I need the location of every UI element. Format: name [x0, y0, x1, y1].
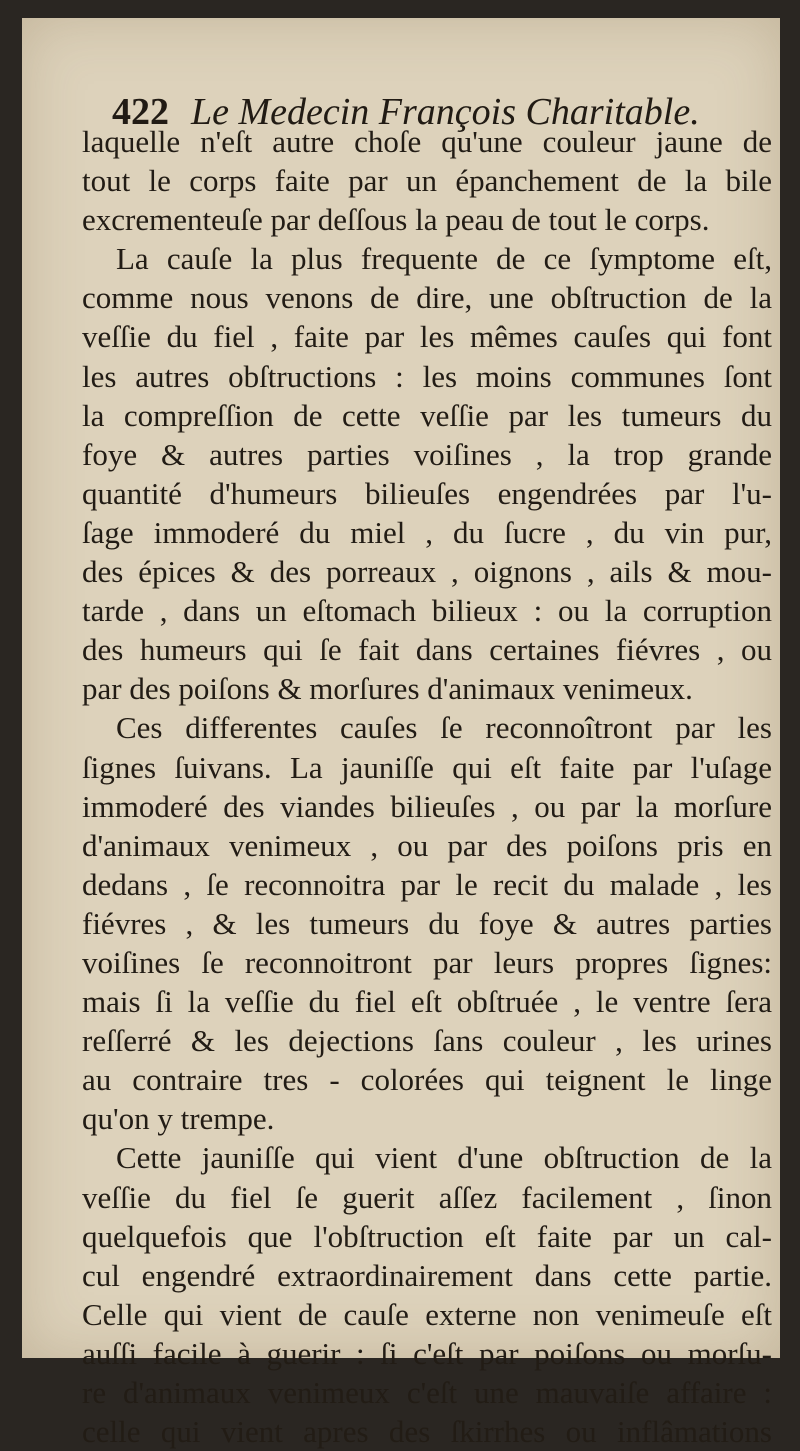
text-line: quantité d'humeurs bilieuſes engendrées par l'u-: [82, 475, 772, 511]
text-line: au contraire tres - colorées qui teignent le linge: [82, 1062, 772, 1098]
text-line: d'animaux venimeux , ou par des poiſons pris en: [82, 827, 772, 863]
text-line: celle qui vient apres des ſkirrhes ou inflâmations: [82, 1414, 772, 1450]
text-line: cul engendré extraordinairement dans cette partie.: [82, 1257, 772, 1293]
page-number: 422: [112, 91, 169, 133]
text-line: Cette jauniſſe qui vient d'une obſtruction de la: [116, 1140, 772, 1176]
text-line: Ces differentes cauſes ſe reconnoîtront par les: [116, 710, 772, 746]
text-line: des épices & des porreaux , oignons , ails & mou-: [82, 554, 772, 590]
text-line: laquelle n'eſt autre choſe qu'une couleur jaune de: [82, 124, 772, 159]
text-line: tarde , dans un eſtomach bilieux : ou la corruption: [82, 593, 772, 629]
text-line: quelquefois que l'obſtruction eſt faite par un cal-: [82, 1218, 772, 1254]
text-line: comme nous venons de dire, une obſtruction de la: [82, 280, 772, 316]
text-line: fiévres , & les tumeurs du foye & autres parties: [82, 905, 772, 941]
text-line: veſſie du fiel ſe guerit aſſez facilement , ſinon: [82, 1179, 772, 1215]
text-line: La cauſe la plus frequente de ce ſymptome eſt,: [116, 241, 772, 277]
text-line: les autres obſtructions : les moins communes ſont: [82, 358, 772, 394]
text-line: mais ſi la veſſie du fiel eſt obſtruée , le ventre ſera: [82, 984, 772, 1020]
text-line: la compreſſion de cette veſſie par les tumeurs du: [82, 397, 772, 433]
text-line: reſſerré & les dejections ſans couleur , les urines: [82, 1023, 772, 1059]
text-line: des humeurs qui ſe fait dans certaines fiévres , ou: [82, 632, 772, 668]
text-line: tout le corps faite par un épanchement de la bile: [82, 163, 772, 199]
text-line: ſignes ſuivans. La jauniſſe qui eſt faite par l'uſage: [82, 749, 772, 785]
text-line: foye & autres parties voiſines , la trop grande: [82, 436, 772, 472]
text-line: Celle qui vient de cauſe externe non venimeuſe eſt: [82, 1296, 772, 1332]
text-line: auſſi facile à guerir : ſi c'eſt par poiſons ou morſu-: [82, 1335, 772, 1371]
text-line: excrementeuſe par deſſous la peau de tout le corps.: [82, 202, 710, 238]
text-line: veſſie du fiel , faite par les mêmes cauſes qui font: [82, 319, 772, 355]
running-title: Le Medecin François Charitable.: [191, 91, 700, 133]
text-line: ſage immoderé du miel , du ſucre , du vin pur,: [82, 514, 772, 550]
text-line: re d'animaux venimeux c'eſt une mauvaiſe affaire :: [82, 1375, 772, 1410]
page-body: [82, 122, 772, 1451]
text-line: immoderé des viandes bilieuſes , ou par la morſure: [82, 788, 772, 824]
text-line: qu'on y trempe.: [82, 1101, 275, 1137]
text-line: par des poiſons & morſures d'animaux venimeux.: [82, 671, 693, 707]
text-line: voiſines ſe reconnoitront par leurs propres ſignes:: [82, 944, 772, 980]
text-line: dedans , ſe reconnoitra par le recit du malade , les: [82, 866, 772, 902]
